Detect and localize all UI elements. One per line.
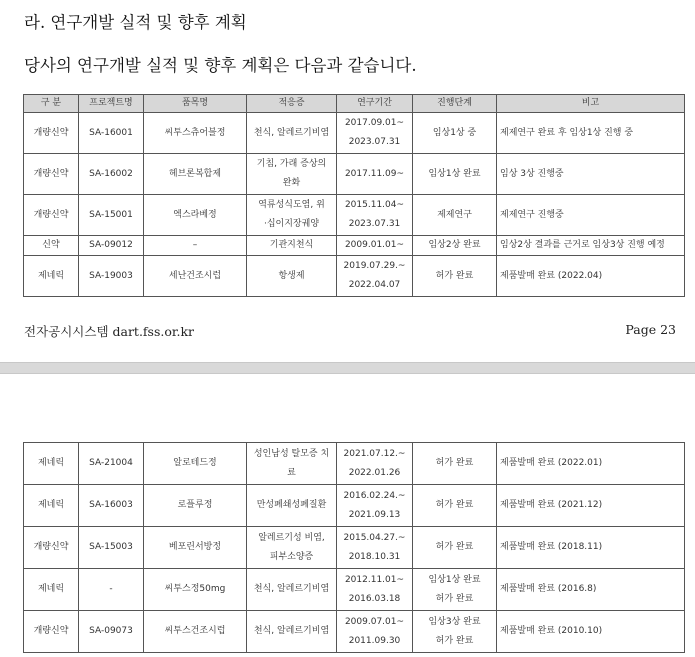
- cell-stage: [413, 443, 497, 485]
- cell-indication: [247, 113, 337, 154]
- cell-indication-text: 성인남성 탈모증 치: [253, 448, 330, 459]
- cell-period-text: 2017.11.09~: [344, 168, 405, 179]
- cell-project: [79, 113, 144, 154]
- cell-period: [337, 113, 413, 154]
- cell-category-text: 제네릭: [37, 270, 65, 281]
- table-row: [24, 569, 685, 611]
- cell-project-text: SA-09012: [89, 240, 133, 250]
- cell-note: [497, 236, 685, 256]
- table-row: [24, 611, 685, 653]
- cell-period-text: 2022.04.07: [348, 280, 401, 290]
- cell-category-text: 개량신약: [33, 626, 69, 636]
- cell-period-text: 2011.09.30: [348, 635, 401, 646]
- cell-period: [337, 485, 413, 527]
- cell-category: [24, 443, 79, 485]
- cell-period: [337, 195, 413, 236]
- cell-item: [144, 113, 247, 154]
- cell-indication: [247, 195, 337, 236]
- cell-project: [79, 443, 144, 485]
- cell-indication-text: 피부소양증: [269, 551, 314, 562]
- cell-period: [337, 569, 413, 611]
- cell-category-text: 제네릭: [37, 458, 65, 468]
- header-item: 품목명: [144, 95, 247, 113]
- cell-period: [337, 154, 413, 195]
- cell-period: [337, 236, 413, 256]
- cell-period-text: 2015.04.27.~: [343, 532, 406, 543]
- cell-stage-text: 허가 완료: [435, 270, 474, 281]
- cell-project-text: SA-15003: [89, 542, 133, 552]
- cell-stage-text: 허가 완료: [435, 635, 474, 646]
- cell-indication-text: 알레르기성 비염,: [258, 532, 325, 543]
- cell-stage-text: 허가 완료: [435, 542, 474, 552]
- cell-stage-text: 임상1상 완료: [428, 574, 481, 585]
- cell-period-text: 2016.03.18: [348, 593, 401, 604]
- cell-note-text: 제품발매 완료 (2018.11): [500, 542, 603, 552]
- cell-stage-text: 임상1상 중: [432, 127, 477, 138]
- cell-item: [144, 195, 247, 236]
- cell-category-text: 개량신약: [33, 209, 69, 220]
- cell-stage: [413, 527, 497, 569]
- cell-category-text: 제네릭: [37, 500, 65, 510]
- cell-stage: [413, 154, 497, 195]
- cell-indication-text: 기침, 가래 증상의: [256, 159, 327, 169]
- rd-table-page-2: [23, 442, 685, 653]
- cell-note: [497, 154, 685, 195]
- header-stage: 진행단계: [413, 95, 497, 113]
- cell-project-text: SA-16003: [89, 500, 133, 510]
- cell-item-text: 씨투스정50mg: [164, 584, 226, 594]
- cell-stage-text: 제제연구: [437, 209, 472, 220]
- cell-note-text: 제제연구 완료 후 임상1상 진행 중: [500, 127, 634, 138]
- cell-note-text: 제품발매 완료 (2010.10): [500, 626, 603, 636]
- table-row: [24, 113, 685, 154]
- cell-note-text: 제품발매 완료 (2022.04): [500, 270, 603, 281]
- cell-note-text: 제제연구 진행중: [500, 209, 564, 220]
- cell-category: [24, 569, 79, 611]
- cell-project: [79, 611, 144, 653]
- cell-stage: [413, 195, 497, 236]
- cell-period-text: 2022.01.26: [348, 467, 401, 478]
- cell-period-text: 2023.07.31: [348, 219, 401, 229]
- cell-project-text: SA-09073: [89, 626, 133, 636]
- cell-item: [144, 443, 247, 485]
- header-note: 비고: [497, 95, 685, 113]
- cell-indication: [247, 443, 337, 485]
- cell-item-text: 알로테드정: [173, 458, 217, 468]
- cell-project-text: SA-15001: [89, 209, 133, 220]
- cell-note: [497, 443, 685, 485]
- cell-period-text: 2021.09.13: [348, 509, 401, 520]
- cell-category-text: 개량신약: [33, 542, 69, 552]
- cell-indication-text: 기관지천식: [269, 240, 314, 250]
- cell-category-text: 개량신약: [33, 168, 69, 179]
- cell-period-text: 2016.02.24.~: [343, 490, 406, 501]
- cell-stage-text: 임상3상 완료: [428, 616, 481, 627]
- cell-category: [24, 113, 79, 154]
- header-project: 프로젝트명: [79, 95, 144, 113]
- cell-indication-text: 료: [287, 467, 296, 478]
- cell-period-text: 2021.07.12.~: [343, 448, 406, 459]
- cell-indication: [247, 611, 337, 653]
- table-row: [24, 527, 685, 569]
- table-body-page-2: [24, 443, 685, 653]
- cell-period-text: 2019.07.29.~: [343, 261, 406, 271]
- table-body-page-1: [24, 113, 685, 297]
- cell-period-text: 2018.10.31: [348, 551, 401, 562]
- footer-page-number: Page 23: [625, 322, 676, 337]
- cell-category: [24, 195, 79, 236]
- cell-project: [79, 256, 144, 297]
- cell-note: [497, 256, 685, 297]
- cell-period: [337, 256, 413, 297]
- cell-project: [79, 154, 144, 195]
- cell-period-text: 2009.01.01~: [344, 240, 405, 250]
- cell-category: [24, 527, 79, 569]
- cell-category: [24, 256, 79, 297]
- cell-category: [24, 611, 79, 653]
- cell-item: [144, 569, 247, 611]
- cell-period-text: 2023.07.31: [348, 137, 401, 147]
- rd-table-page-1: [23, 94, 685, 297]
- cell-category-text: 개량신약: [33, 127, 69, 138]
- table-row: [24, 154, 685, 195]
- cell-project: [79, 236, 144, 256]
- cell-item-text: 엑스라베정: [173, 209, 217, 220]
- cell-indication-text: 역류성식도염, 위: [258, 200, 325, 210]
- cell-indication: [247, 569, 337, 611]
- cell-item-text: 로플루정: [177, 500, 213, 510]
- section-heading: 라. 연구개발 실적 및 향후 계획: [24, 13, 247, 32]
- cell-note-text: 임상2상 결과를 근거로 임상3상 진행 예정: [500, 240, 665, 250]
- cell-note: [497, 195, 685, 236]
- cell-stage: [413, 113, 497, 154]
- cell-period: [337, 443, 413, 485]
- cell-item-text: 씨투스츄어블정: [164, 127, 226, 138]
- cell-stage: [413, 256, 497, 297]
- cell-category-text: 제네릭: [37, 584, 65, 594]
- cell-period-text: 2012.11.01~: [344, 574, 405, 585]
- cell-indication: [247, 236, 337, 256]
- cell-note: [497, 569, 685, 611]
- cell-indication-text: 천식, 알레르기비염: [253, 127, 330, 138]
- table-row: [24, 256, 685, 297]
- cell-period-text: 2009.07.01~: [344, 616, 405, 627]
- cell-indication-text: 만성폐쇄성폐질환: [256, 500, 327, 510]
- cell-project: [79, 485, 144, 527]
- cell-project-text: SA-16001: [89, 127, 133, 138]
- intro-text: 당사의 연구개발 실적 및 향후 계획은 다음과 같습니다.: [24, 56, 417, 75]
- cell-period-text: 2015.11.04~: [344, 200, 405, 210]
- cell-project: [79, 195, 144, 236]
- cell-note-text: 임상 3상 진행중: [500, 168, 564, 179]
- cell-category: [24, 485, 79, 527]
- cell-note-text: 제품발매 완료 (2016.8): [500, 584, 597, 594]
- table-row: [24, 236, 685, 256]
- cell-note: [497, 527, 685, 569]
- cell-indication-text: 천식, 알레르기비염: [253, 626, 330, 636]
- cell-item-text: 세난건조시럽: [168, 270, 222, 281]
- table-header-row: [24, 95, 685, 113]
- cell-stage: [413, 485, 497, 527]
- table-row: [24, 195, 685, 236]
- cell-period-text: 2017.09.01~: [344, 118, 405, 128]
- cell-stage: [413, 569, 497, 611]
- header-period: 연구기간: [337, 95, 413, 113]
- cell-item-text: 헤브론복합제: [168, 168, 222, 179]
- cell-category: [24, 236, 79, 256]
- cell-category: [24, 154, 79, 195]
- cell-stage-text: 허가 완료: [435, 500, 474, 510]
- page-separator: [0, 362, 695, 374]
- cell-indication-text: 항생제: [278, 270, 305, 281]
- cell-indication: [247, 256, 337, 297]
- cell-item-text: –: [192, 240, 198, 250]
- table-row: [24, 485, 685, 527]
- cell-indication-text: 완화: [282, 178, 301, 188]
- cell-period: [337, 611, 413, 653]
- document-page-24: [0, 374, 695, 657]
- cell-project: [79, 569, 144, 611]
- cell-stage-text: 허가 완료: [435, 458, 474, 468]
- cell-stage-text: 임상1상 완료: [428, 168, 481, 179]
- cell-project-text: SA-21004: [89, 458, 133, 468]
- cell-stage: [413, 611, 497, 653]
- cell-item: [144, 485, 247, 527]
- cell-item-text: 씨투스건조시럽: [164, 626, 226, 636]
- footer-source: 전자공시시스템 dart.fss.or.kr: [24, 324, 195, 339]
- table-row: [24, 443, 685, 485]
- cell-project-text: -: [109, 584, 113, 594]
- cell-indication: [247, 527, 337, 569]
- cell-item-text: 베포린서방정: [168, 542, 222, 552]
- cell-note-text: 제품발매 완료 (2021.12): [500, 500, 603, 510]
- cell-indication: [247, 485, 337, 527]
- cell-note: [497, 611, 685, 653]
- cell-project: [79, 527, 144, 569]
- cell-note: [497, 113, 685, 154]
- header-category: 구 분: [24, 95, 79, 113]
- cell-project-text: SA-16002: [89, 168, 133, 179]
- cell-note-text: 제품발매 완료 (2022.01): [500, 458, 603, 468]
- cell-note: [497, 485, 685, 527]
- cell-stage-text: 임상2상 완료: [428, 240, 481, 250]
- cell-item: [144, 236, 247, 256]
- cell-item: [144, 256, 247, 297]
- cell-item: [144, 611, 247, 653]
- cell-project-text: SA-19003: [89, 270, 133, 281]
- header-indication: 적응증: [247, 95, 337, 113]
- cell-item: [144, 154, 247, 195]
- cell-indication: [247, 154, 337, 195]
- cell-stage: [413, 236, 497, 256]
- cell-stage-text: 허가 완료: [435, 593, 474, 604]
- cell-indication-text: 천식, 알레르기비염: [253, 584, 330, 594]
- cell-category-text: 신약: [42, 240, 60, 250]
- cell-period: [337, 527, 413, 569]
- cell-item: [144, 527, 247, 569]
- cell-indication-text: ·십이지장궤양: [263, 219, 320, 229]
